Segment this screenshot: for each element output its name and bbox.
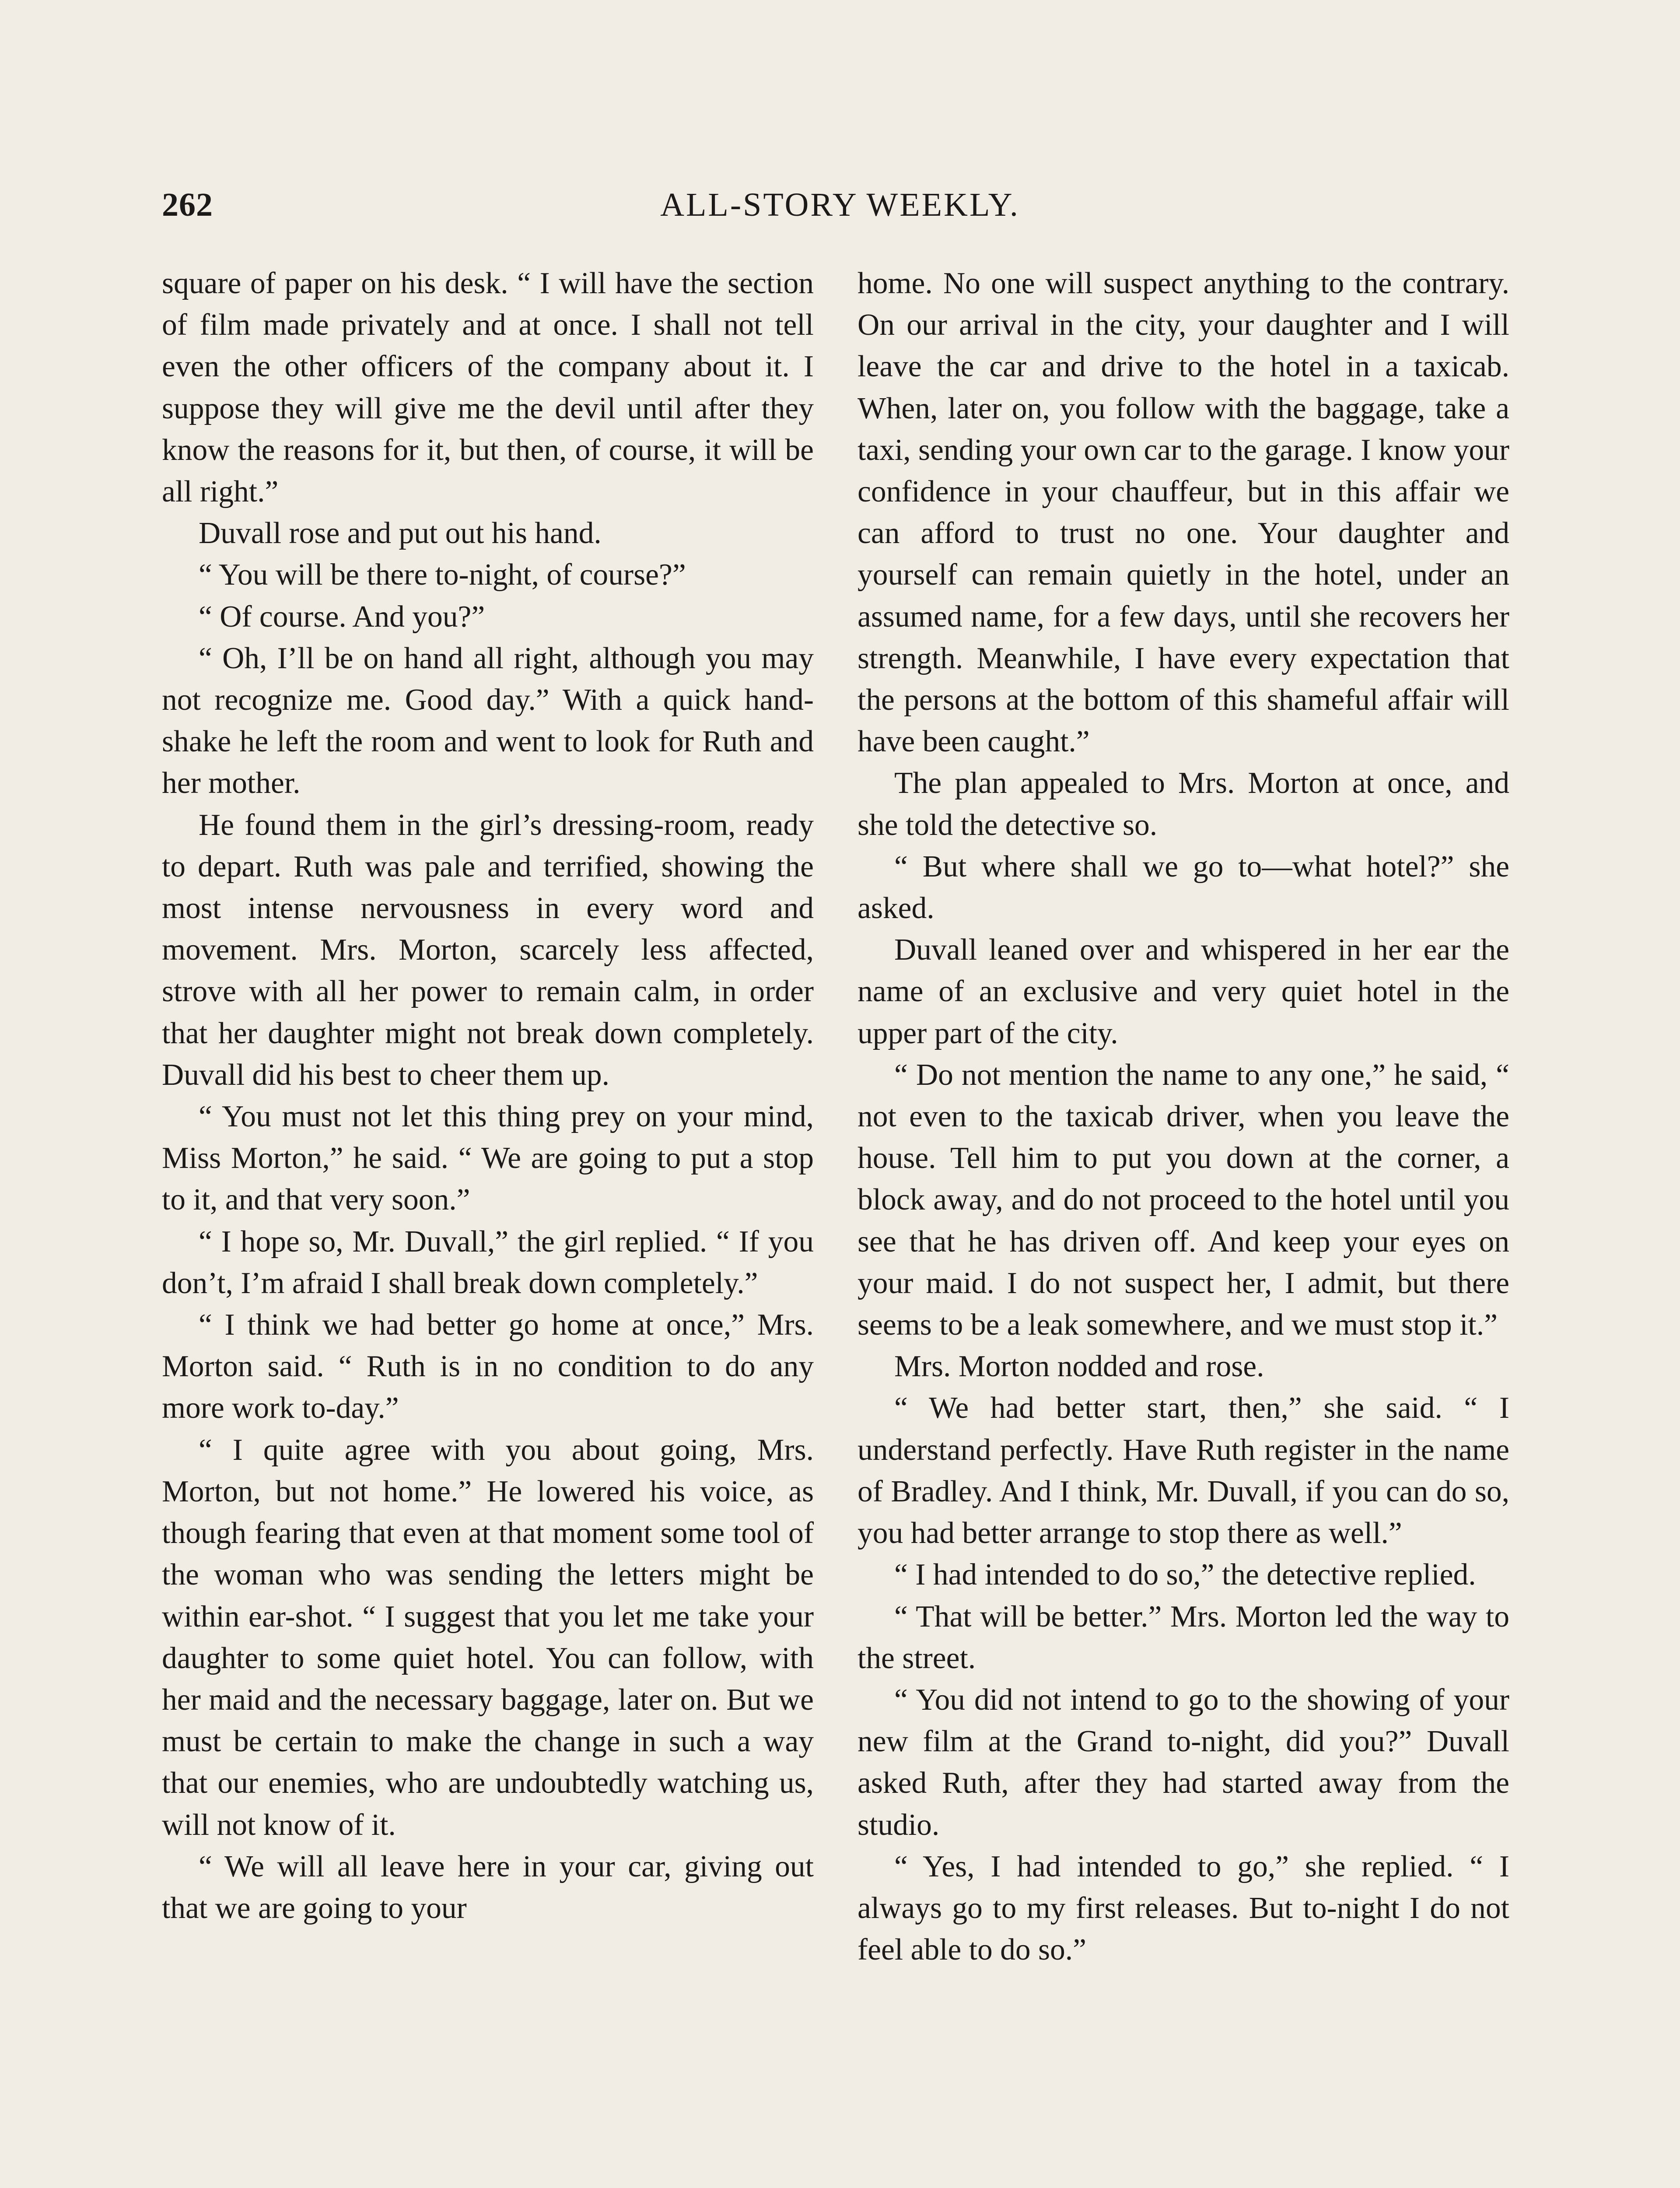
paragraph: “ I quite agree with you about going, Mrs. Morton, but not home.” He lowered his voice, as though fearing that even at that moment some tool of the woman who was sending the letters might be within ear-shot. “ I suggest that you let me take your daughter to some quiet hotel. You can follow, with her maid and the necessary baggage, later on. But we must be certain to make the change in such a way that our enemies, who are undoubtedly watching us, will not know of it. — [162, 1433, 814, 1842]
paragraph: “ You will be there to-night, of course?” — [199, 558, 686, 592]
paragraph: “ That will be better.” Mrs. Morton led the way to the street. — [858, 1599, 1509, 1675]
paragraph: “ Oh, I’ll be on hand all right, although you may not recognize me. Good day.” With a quick hand-shake he left the room and went to look for Ruth and her mother. — [162, 641, 814, 800]
paragraph: Duvall rose and put out his hand. — [199, 516, 602, 551]
paragraph: square of paper on his desk. “ I will have the section of film made privately and at once. I shall not tell even the other officers of the company about it. I suppose they will give me the devil until after they know the reasons for it, but then, of course, it will be all right.” — [162, 266, 814, 509]
paragraph: “ Yes, I had intended to go,” she replied. “ I always go to my first releases. But to-night I do not feel able to do so.” — [858, 1849, 1509, 1967]
paragraph: “ I had intended to do so,” the detective replied. — [894, 1558, 1476, 1592]
paragraph: “ You did not intend to go to the showing of your new film at the Grand to-night, did you?” Duvall asked Ruth, after they had started away from the studio. — [858, 1683, 1509, 1842]
paragraph: He found them in the girl’s dressing-room, ready to depart. Ruth was pale and terrified, showing the most intense nervousness in every word and movement. Mrs. Morton, scarcely less affected, strove with all her power to remain calm, in order that her daughter might not break down completely. Duvall did his best to cheer them up. — [162, 808, 814, 1092]
page-header — [162, 186, 1518, 234]
paragraph: Mrs. Morton nodded and rose. — [894, 1350, 1264, 1384]
paragraph: “ Of course. And you?” — [199, 600, 485, 634]
paragraph: “ Do not mention the name to any one,” he said, “ not even to the taxicab driver, when you leave the house. Tell him to put you down at the corner, a block away, and do not proceed to the hotel until you see that he has driven off. And keep your eyes on your maid. I do not suspect her, I admit, but there seems to be a leak somewhere, and we must stop it.” — [858, 1058, 1509, 1342]
paragraph: “ We will all leave here in your car, giving out that we are going to your — [162, 1849, 814, 1925]
paragraph: The plan appealed to Mrs. Morton at once, and she told the detective so. — [858, 766, 1509, 842]
running-title: ALL-STORY WEEKLY. — [660, 186, 1020, 223]
page-number: 262 — [162, 186, 213, 223]
paragraph: “ I think we had better go home at once,” Mrs. Morton said. “ Ruth is in no condition to do any more work to-day.” — [162, 1308, 814, 1425]
left-column — [162, 263, 814, 1929]
paragraph: “ I hope so, Mr. Duvall,” the girl replied. “ If you don’t, I’m afraid I shall break down completely.” — [162, 1224, 814, 1300]
paragraph: Duvall leaned over and whispered in her ear the name of an exclusive and very quiet hotel in the upper part of the city. — [858, 933, 1509, 1050]
paragraph: “ But where shall we go to—what hotel?” she asked. — [858, 849, 1509, 926]
paragraph: “ You must not let this thing prey on your mind, Miss Morton,” he said. “ We are going to put a stop to it, and that very soon.” — [162, 1100, 814, 1217]
paragraph: “ We had better start, then,” she said. “ I understand perfectly. Have Ruth register in the name of Bradley. And I think, Mr. Duvall, if you can do so, you had better arrange to stop there as well.” — [858, 1391, 1509, 1550]
right-column — [858, 263, 1509, 1971]
paragraph: home. No one will suspect anything to the contrary. On our arrival in the city, your daughter and I will leave the car and drive to the hotel in a taxicab. When, later on, you follow with the baggage, take a taxi, sending your own car to the garage. I know your confidence in your chauffeur, but in this affair we can afford to trust no one. Your daughter and yourself can remain quietly in the hotel, under an assumed name, for a few days, until she recovers her strength. Meanwhile, I have every expectation that the persons at the bottom of this shameful affair will have been caught.” — [858, 266, 1509, 759]
